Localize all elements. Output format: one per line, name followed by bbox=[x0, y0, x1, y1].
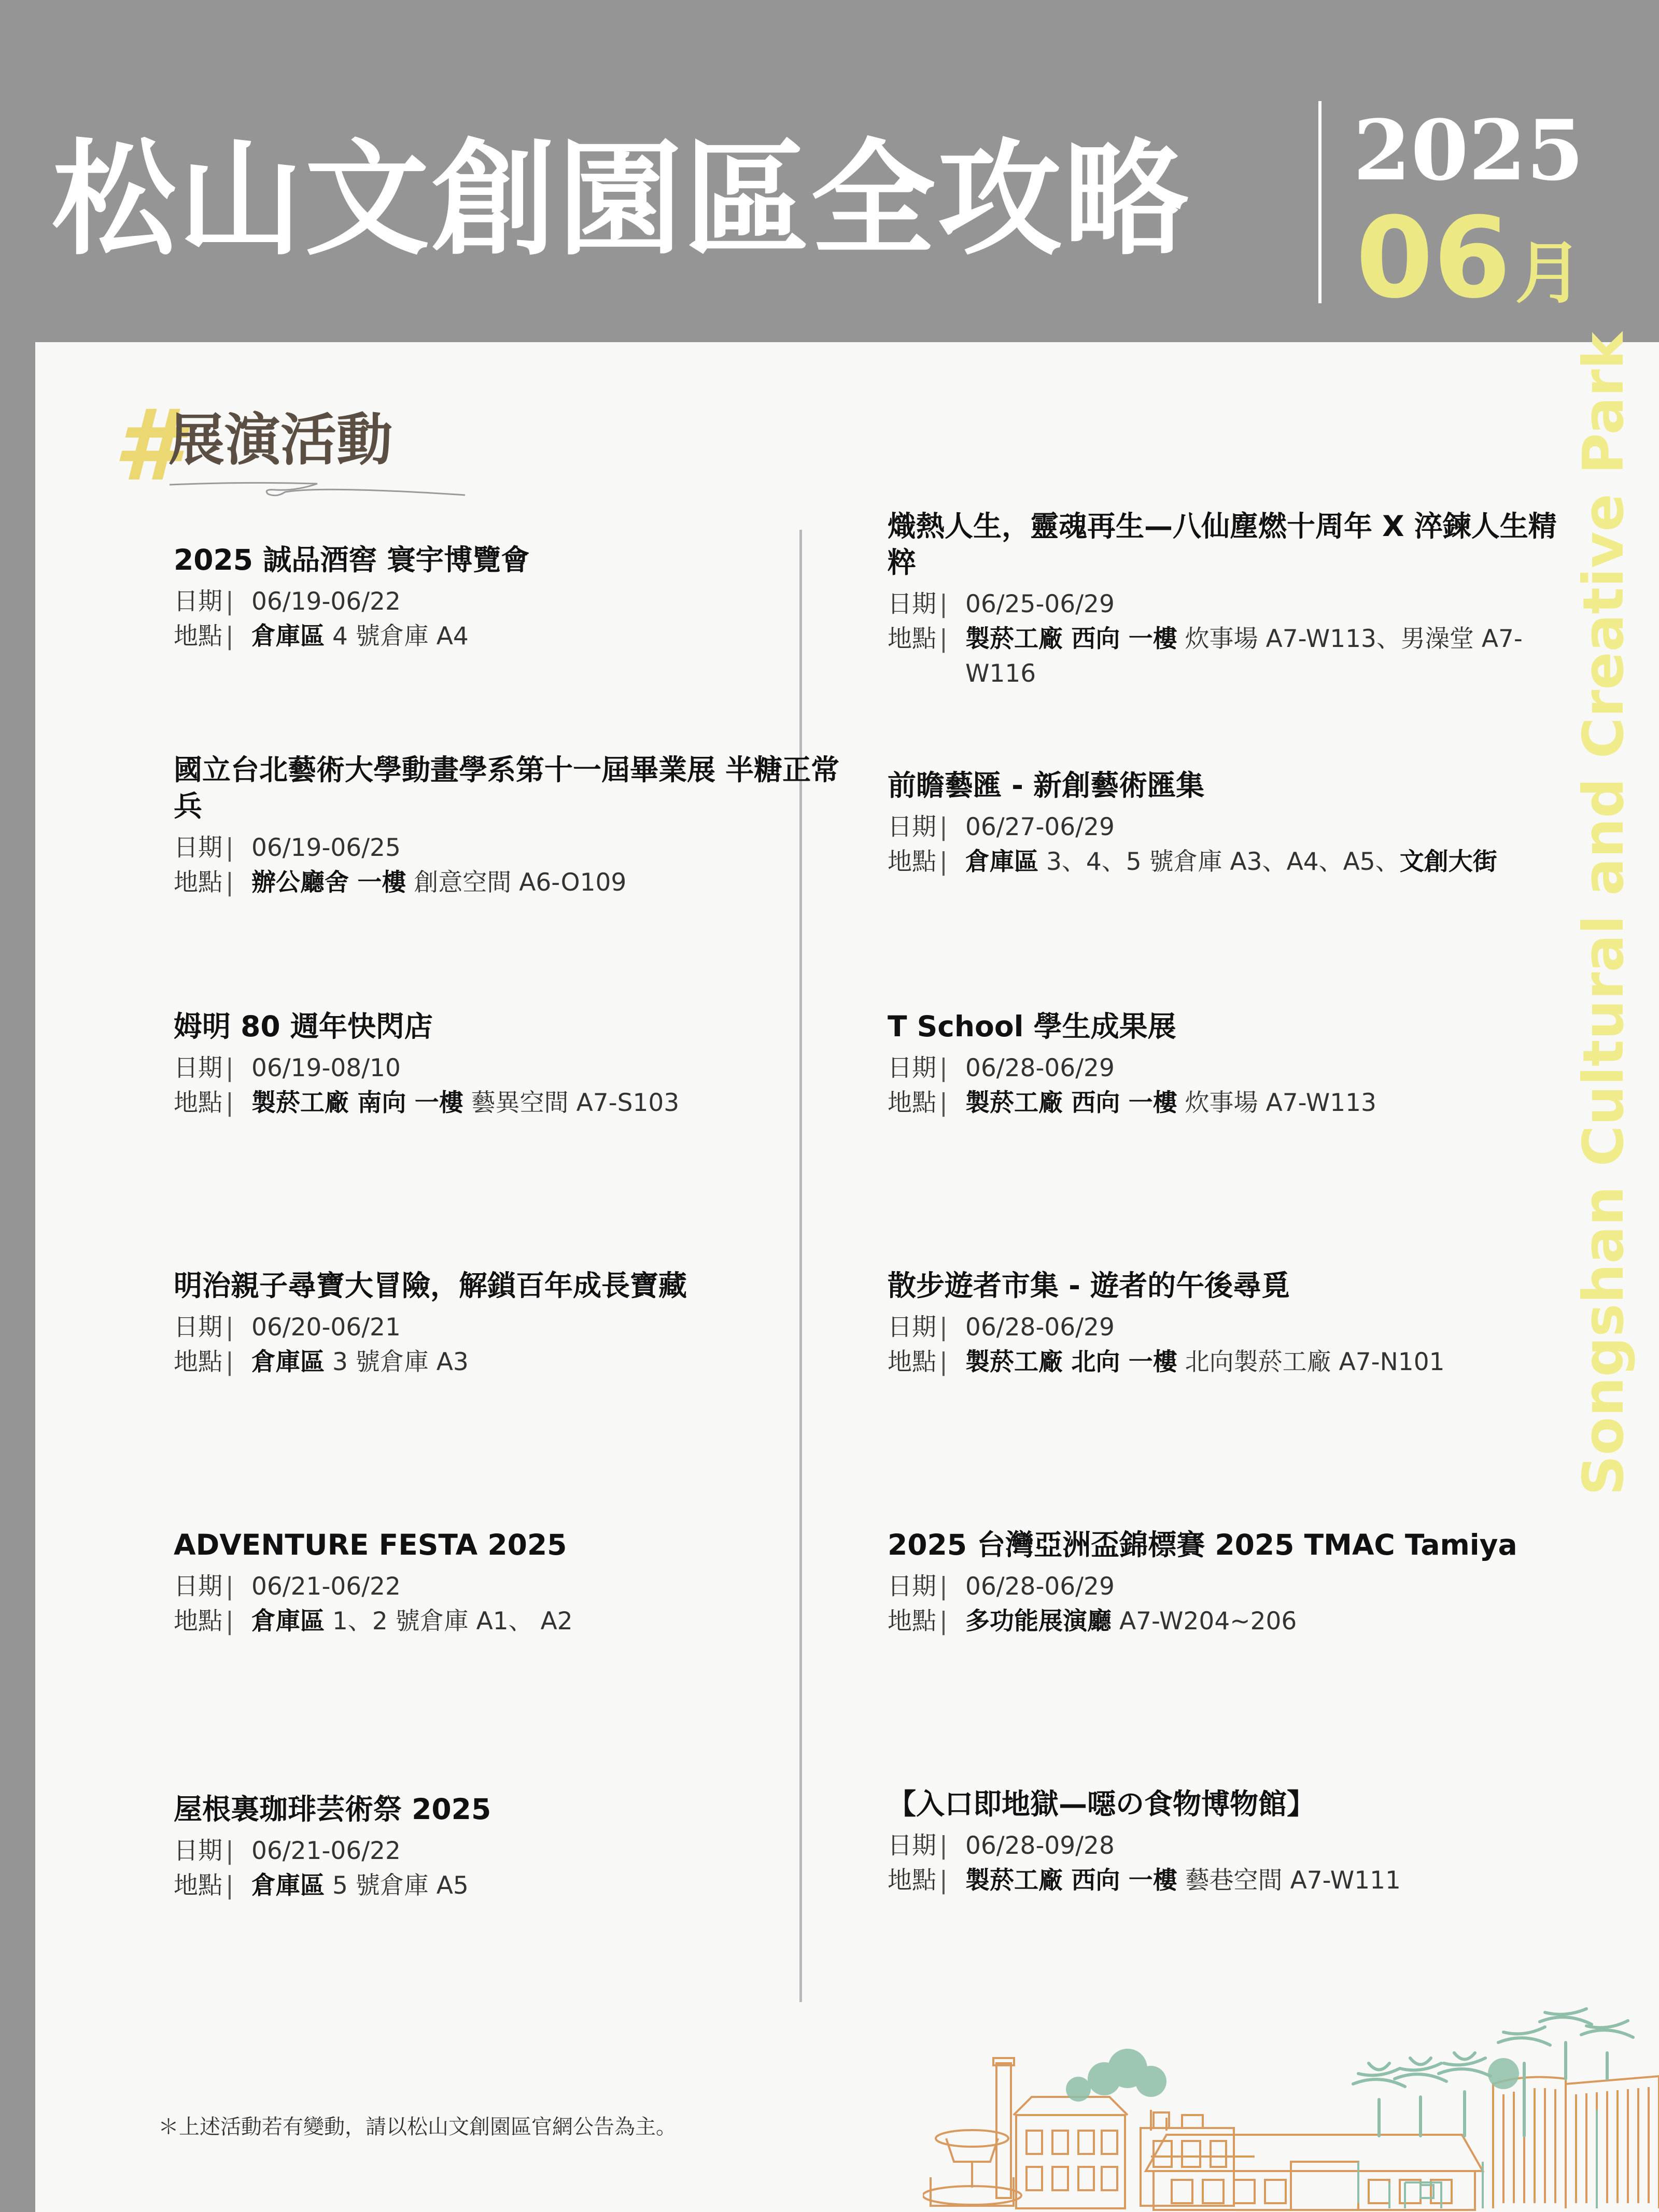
event-item bbox=[174, 1008, 863, 1120]
page-title: 松山文創園區全攻略 bbox=[52, 127, 1191, 272]
event-details bbox=[888, 1828, 1577, 1898]
venue-label-text: 地點 bbox=[888, 625, 936, 653]
venue-label-text: 地點 bbox=[888, 1607, 936, 1636]
venue-primary: 倉庫區 bbox=[251, 1871, 325, 1900]
venue-label-text: 地點 bbox=[174, 1871, 222, 1900]
venue-detail: 創意空間 A6-O109 bbox=[406, 868, 627, 897]
event-item bbox=[174, 752, 863, 900]
event-date: 06/27-06/29 bbox=[965, 813, 1115, 841]
label-separator: | bbox=[939, 590, 948, 618]
label-separator: | bbox=[226, 1607, 234, 1636]
event-date: 06/19-06/22 bbox=[251, 587, 401, 616]
event-venue-row bbox=[888, 1604, 1577, 1639]
event-date-row bbox=[888, 1828, 1577, 1863]
label-separator: | bbox=[226, 1313, 234, 1342]
event-venue bbox=[251, 1868, 863, 1903]
venue-label-text: 地點 bbox=[174, 1089, 222, 1117]
venue-detail: 1、2 號倉庫 A1、 A2 bbox=[325, 1607, 573, 1636]
park-building-illustration bbox=[923, 2006, 1659, 2212]
event-venue bbox=[251, 1604, 863, 1639]
date-label-text: 日期 bbox=[174, 1837, 222, 1865]
label-separator: | bbox=[939, 1831, 948, 1860]
event-venue-row bbox=[174, 1604, 863, 1639]
venue-primary: 製菸工廠 西向 一樓 bbox=[965, 1089, 1177, 1117]
date-label-text: 日期 bbox=[174, 587, 222, 616]
event-date-row bbox=[888, 587, 1577, 622]
label-separator: | bbox=[939, 1054, 948, 1082]
venue-label-text: 地點 bbox=[888, 1866, 936, 1895]
event-title: 明治親子尋寶大冒險，解鎖百年成長寶藏 bbox=[174, 1269, 687, 1302]
event-item bbox=[888, 767, 1577, 879]
event-date: 06/20-06/21 bbox=[251, 1313, 401, 1342]
event-details bbox=[174, 1834, 863, 1903]
venue-label bbox=[174, 1345, 251, 1379]
footnote: ＊上述活動若有變動，請以松山文創園區官網公告為主。 bbox=[158, 2115, 677, 2139]
event-details bbox=[174, 830, 863, 900]
label-separator: | bbox=[226, 587, 234, 616]
venue-secondary: 文創大街 bbox=[1399, 848, 1497, 876]
event-venue bbox=[965, 1604, 1577, 1639]
venue-primary: 製菸工廠 南向 一樓 bbox=[251, 1089, 463, 1117]
venue-detail: 北向製菸工廠 A7-N101 bbox=[1177, 1348, 1445, 1376]
section-hash-icon: # bbox=[113, 388, 182, 503]
date-label bbox=[174, 1569, 251, 1604]
venue-label bbox=[174, 619, 251, 654]
date-label-text: 日期 bbox=[888, 1054, 936, 1082]
event-details bbox=[174, 584, 863, 654]
venue-label bbox=[888, 1604, 965, 1639]
venue-label bbox=[174, 865, 251, 900]
event-item bbox=[888, 508, 1577, 691]
date-label bbox=[888, 810, 965, 844]
event-venue-row bbox=[888, 1086, 1577, 1120]
venue-label-text: 地點 bbox=[888, 1348, 936, 1376]
label-separator: | bbox=[226, 834, 234, 862]
event-date: 06/28-06/29 bbox=[965, 1572, 1115, 1601]
label-separator: | bbox=[939, 1572, 948, 1601]
date-label-text: 日期 bbox=[888, 1572, 936, 1601]
label-separator: | bbox=[226, 1348, 234, 1376]
event-venue-row bbox=[174, 1345, 863, 1379]
venue-detail: 藝巷空間 A7-W111 bbox=[1177, 1866, 1401, 1895]
event-date: 06/19-06/25 bbox=[251, 834, 401, 862]
venue-label bbox=[174, 1604, 251, 1639]
venue-detail: 炊事場 A7-W113、男澡堂 A7-W116 bbox=[965, 625, 1523, 688]
event-date-row bbox=[174, 584, 863, 619]
event-venue-row bbox=[888, 622, 1577, 691]
event-title: T School 學生成果展 bbox=[888, 1010, 1176, 1043]
date-label-text: 日期 bbox=[888, 813, 936, 841]
event-date-row bbox=[174, 1310, 863, 1345]
label-separator: | bbox=[226, 1054, 234, 1082]
event-venue-row bbox=[174, 1868, 863, 1903]
event-date-row bbox=[174, 1834, 863, 1868]
label-separator: | bbox=[939, 1348, 948, 1376]
venue-label-text: 地點 bbox=[174, 868, 222, 897]
event-venue-row bbox=[888, 1345, 1577, 1379]
event-details bbox=[888, 810, 1577, 879]
event-date-row bbox=[888, 1569, 1577, 1604]
venue-primary: 製菸工廠 北向 一樓 bbox=[965, 1348, 1177, 1376]
event-title: ADVENTURE FESTA 2025 bbox=[174, 1528, 567, 1561]
event-venue bbox=[251, 1345, 863, 1379]
venue-primary: 倉庫區 bbox=[251, 1607, 325, 1636]
venue-primary: 多功能展演廳 bbox=[965, 1607, 1112, 1636]
event-title: 【入口即地獄—噁の食物博物館】 bbox=[888, 1787, 1316, 1821]
date-label-text: 日期 bbox=[888, 590, 936, 618]
venue-label bbox=[888, 1863, 965, 1898]
venue-label bbox=[888, 622, 965, 691]
venue-detail: 炊事場 A7-W113 bbox=[1177, 1089, 1376, 1117]
event-venue bbox=[251, 619, 863, 654]
event-details bbox=[888, 1310, 1577, 1379]
venue-label-text: 地點 bbox=[888, 848, 936, 876]
event-date: 06/28-09/28 bbox=[965, 1831, 1115, 1860]
event-date-row bbox=[174, 1569, 863, 1604]
event-date: 06/19-08/10 bbox=[251, 1054, 401, 1082]
section-underline-decoration bbox=[167, 474, 468, 505]
event-item bbox=[888, 1008, 1577, 1120]
event-venue-row bbox=[174, 1086, 863, 1120]
event-title: 2025 台灣亞洲盃錦標賽 2025 TMAC Tamiya bbox=[888, 1528, 1517, 1561]
label-separator: | bbox=[939, 1089, 948, 1117]
venue-detail: 藝異空間 A7-S103 bbox=[463, 1089, 680, 1117]
event-title: 國立台北藝術大學動畫學系第十一屆畢業展 半糖正常兵 bbox=[174, 753, 840, 823]
date-label bbox=[174, 1310, 251, 1345]
event-venue-row bbox=[888, 1863, 1577, 1898]
label-separator: | bbox=[939, 625, 948, 653]
date-label bbox=[888, 1310, 965, 1345]
event-title: 熾熱人生，靈魂再生—八仙塵燃十周年 X 淬鍊人生精粹 bbox=[888, 510, 1557, 579]
event-date-row bbox=[174, 830, 863, 865]
date-label bbox=[174, 584, 251, 619]
event-venue bbox=[251, 1086, 863, 1120]
label-separator: | bbox=[226, 1572, 234, 1601]
venue-primary: 製菸工廠 西向 一樓 bbox=[965, 625, 1177, 653]
venue-label bbox=[888, 844, 965, 879]
event-venue bbox=[965, 622, 1577, 691]
venue-label bbox=[174, 1086, 251, 1120]
event-details bbox=[888, 1051, 1577, 1120]
venue-primary: 倉庫區 bbox=[251, 1348, 325, 1376]
event-details bbox=[174, 1051, 863, 1120]
event-item bbox=[174, 1267, 863, 1379]
label-separator: | bbox=[939, 1313, 948, 1342]
event-venue-row bbox=[888, 844, 1577, 879]
date-label bbox=[888, 1828, 965, 1863]
event-details bbox=[174, 1569, 863, 1639]
event-title: 2025 誠品酒窖 寰宇博覽會 bbox=[174, 543, 530, 576]
date-label-text: 日期 bbox=[174, 1313, 222, 1342]
date-label bbox=[888, 1051, 965, 1086]
date-label bbox=[888, 1569, 965, 1604]
date-label bbox=[174, 1834, 251, 1868]
venue-label bbox=[888, 1086, 965, 1120]
date-label bbox=[888, 587, 965, 622]
date-label-text: 日期 bbox=[888, 1831, 936, 1860]
date-label bbox=[174, 830, 251, 865]
event-item bbox=[888, 1786, 1577, 1898]
event-item bbox=[174, 1527, 863, 1639]
event-date-row bbox=[888, 1051, 1577, 1086]
venue-primary: 辦公廳舍 一樓 bbox=[251, 868, 406, 897]
venue-primary: 製菸工廠 西向 一樓 bbox=[965, 1866, 1177, 1895]
event-date: 06/21-06/22 bbox=[251, 1837, 401, 1865]
event-date-row bbox=[174, 1051, 863, 1086]
label-separator: | bbox=[939, 848, 948, 876]
venue-label-text: 地點 bbox=[174, 1607, 222, 1636]
event-date-row bbox=[888, 1310, 1577, 1345]
label-separator: | bbox=[226, 868, 234, 897]
event-details bbox=[888, 587, 1577, 691]
header-divider bbox=[1318, 101, 1321, 303]
date-label-text: 日期 bbox=[888, 1313, 936, 1342]
venue-label-text: 地點 bbox=[888, 1089, 936, 1117]
event-venue-row bbox=[174, 865, 863, 900]
date-label-text: 日期 bbox=[174, 1054, 222, 1082]
date-label-text: 日期 bbox=[174, 1572, 222, 1601]
event-venue bbox=[965, 844, 1577, 879]
venue-detail: A7-W204~206 bbox=[1112, 1607, 1297, 1636]
event-title: 屋根裏珈琲芸術祭 2025 bbox=[174, 1793, 491, 1826]
event-venue bbox=[965, 1086, 1577, 1120]
event-item bbox=[888, 1527, 1577, 1639]
header-month bbox=[1356, 193, 1583, 332]
venue-label-text: 地點 bbox=[174, 622, 222, 651]
label-separator: | bbox=[226, 622, 234, 651]
event-item bbox=[174, 1791, 863, 1903]
venue-primary: 倉庫區 bbox=[251, 622, 325, 651]
label-separator: | bbox=[226, 1089, 234, 1117]
event-item bbox=[888, 1267, 1577, 1379]
label-separator: | bbox=[226, 1837, 234, 1865]
label-separator: | bbox=[939, 1607, 948, 1636]
date-label bbox=[174, 1051, 251, 1086]
event-venue bbox=[965, 1863, 1577, 1898]
section-title: 展演活動 bbox=[168, 408, 393, 473]
date-label-text: 日期 bbox=[174, 834, 222, 862]
column-divider bbox=[799, 530, 802, 2002]
event-title: 姆明 80 週年快閃店 bbox=[174, 1010, 433, 1043]
label-separator: | bbox=[226, 1871, 234, 1900]
venue-detail: 4 號倉庫 A4 bbox=[325, 622, 469, 651]
event-venue-row bbox=[174, 619, 863, 654]
label-separator: | bbox=[939, 1866, 948, 1895]
event-item bbox=[174, 542, 863, 654]
venue-detail: 3、4、5 號倉庫 A3、A4、A5、 bbox=[1038, 848, 1400, 876]
month-number: 06 bbox=[1356, 193, 1511, 323]
side-vertical-text: Songshan Cultural and Creative Park bbox=[1571, 332, 1636, 1496]
event-details bbox=[888, 1569, 1577, 1639]
header-year: 2025 bbox=[1353, 102, 1584, 199]
event-details bbox=[174, 1310, 863, 1379]
venue-primary: 倉庫區 bbox=[965, 848, 1038, 876]
month-unit: 月 bbox=[1515, 234, 1583, 313]
venue-label bbox=[174, 1868, 251, 1903]
venue-label-text: 地點 bbox=[174, 1348, 222, 1376]
event-date: 06/25-06/29 bbox=[965, 590, 1115, 618]
event-venue bbox=[965, 1345, 1577, 1379]
label-separator: | bbox=[939, 813, 948, 841]
event-venue bbox=[251, 865, 863, 900]
event-title: 散步遊者市集 - 遊者的午後尋覓 bbox=[888, 1269, 1290, 1302]
event-date: 06/28-06/29 bbox=[965, 1054, 1115, 1082]
event-date-row bbox=[888, 810, 1577, 844]
event-date: 06/21-06/22 bbox=[251, 1572, 401, 1601]
venue-label bbox=[888, 1345, 965, 1379]
venue-detail: 3 號倉庫 A3 bbox=[325, 1348, 469, 1376]
event-date: 06/28-06/29 bbox=[965, 1313, 1115, 1342]
venue-detail: 5 號倉庫 A5 bbox=[325, 1871, 469, 1900]
event-title: 前瞻藝匯 - 新創藝術匯集 bbox=[888, 769, 1205, 802]
